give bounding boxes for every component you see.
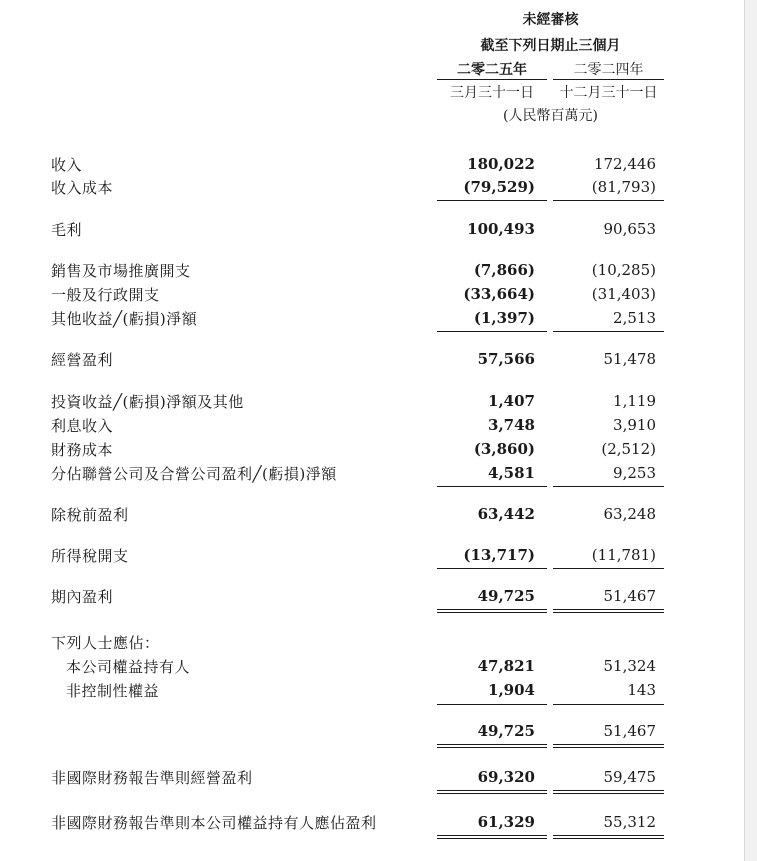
value-revenue-2025: 180,022 bbox=[467, 155, 535, 173]
value-income-tax-2025: (13,717) bbox=[463, 546, 535, 564]
total-double-rule-col2 bbox=[553, 609, 664, 610]
subtotal-rule-col2 bbox=[553, 704, 664, 705]
header-col2-year: 二零二四年 bbox=[573, 62, 644, 78]
total-double-rule-col1 bbox=[437, 838, 547, 839]
total-double-rule-col2 bbox=[553, 838, 664, 839]
total-double-rule-col2 bbox=[553, 790, 664, 791]
value-finance-costs-2025: (3,860) bbox=[473, 440, 535, 458]
total-double-rule-col2 bbox=[553, 612, 664, 613]
header-unit: (人民幣百萬元) bbox=[503, 108, 598, 124]
value-profit-for-period-2024: 51,467 bbox=[603, 587, 656, 605]
subtotal-rule-col2 bbox=[553, 200, 664, 201]
total-double-rule-col1 bbox=[437, 744, 547, 745]
row-label-selling-expenses: 銷售及市場推廣開支 bbox=[51, 262, 191, 280]
row-label-revenue: 收入 bbox=[51, 156, 83, 174]
header-rule-col1 bbox=[437, 79, 547, 80]
subtotal-rule-col2 bbox=[553, 568, 664, 569]
value-interest-income-2024: 3,910 bbox=[613, 416, 656, 434]
value-non-ifrs-operating-profit-2025: 69,320 bbox=[477, 768, 535, 786]
total-double-rule-col1 bbox=[437, 835, 547, 836]
row-label-attributable-to: 下列人士應佔： bbox=[51, 634, 160, 652]
value-non-ifrs-attributable-profit-2024: 55,312 bbox=[603, 813, 656, 831]
row-label-equity-holders: 本公司權益持有人 bbox=[66, 658, 191, 676]
value-admin-expenses-2025: (33,664) bbox=[463, 285, 535, 303]
total-double-rule-col2 bbox=[553, 835, 664, 836]
vertical-scrollbar[interactable] bbox=[745, 0, 757, 861]
subtotal-rule-col1 bbox=[437, 704, 547, 705]
header-period: 截至下列日期止三個月 bbox=[480, 38, 621, 54]
value-non-controlling-2024: 143 bbox=[627, 681, 656, 699]
row-label-profit-before-tax: 除稅前盈利 bbox=[51, 506, 129, 524]
row-label-share-of-associates: 分佔聯營公司及合營公司盈利╱(虧損)淨額 bbox=[51, 465, 337, 483]
value-non-controlling-2025: 1,904 bbox=[488, 681, 535, 699]
row-label-investment-gains: 投資收益╱(虧損)淨額及其他 bbox=[51, 393, 244, 411]
value-investment-gains-2025: 1,407 bbox=[488, 392, 535, 410]
value-equity-holders-2025: 47,821 bbox=[477, 657, 535, 675]
row-label-other-gains: 其他收益╱(虧損)淨額 bbox=[51, 310, 198, 328]
row-label-income-tax: 所得稅開支 bbox=[51, 547, 129, 565]
value-selling-expenses-2025: (7,866) bbox=[473, 261, 535, 279]
row-label-non-ifrs-attributable-profit: 非國際財務報告準則本公司權益持有人應佔盈利 bbox=[51, 814, 377, 832]
value-non-ifrs-operating-profit-2024: 59,475 bbox=[603, 768, 656, 786]
row-label-gross-profit: 毛利 bbox=[51, 221, 83, 239]
subtotal-rule-col1 bbox=[437, 486, 547, 487]
row-label-interest-income: 利息收入 bbox=[51, 417, 114, 435]
value-income-tax-2024: (11,781) bbox=[591, 546, 656, 564]
value-non-ifrs-attributable-profit-2025: 61,329 bbox=[477, 813, 535, 831]
subtotal-rule-col2 bbox=[553, 331, 664, 332]
subtotal-rule-col2 bbox=[553, 486, 664, 487]
value-attributable-total-2025: 49,725 bbox=[477, 722, 535, 740]
value-other-gains-2024: 2,513 bbox=[613, 309, 656, 327]
total-double-rule-col1 bbox=[437, 609, 547, 610]
value-investment-gains-2024: 1,119 bbox=[613, 392, 656, 410]
header-col1-year: 二零二五年 bbox=[457, 62, 527, 78]
value-operating-profit-2025: 57,566 bbox=[477, 350, 535, 368]
subtotal-rule-col1 bbox=[437, 568, 547, 569]
total-double-rule-col1 bbox=[437, 747, 547, 748]
value-share-of-associates-2025: 4,581 bbox=[488, 464, 535, 482]
row-label-profit-for-period: 期內盈利 bbox=[51, 588, 114, 606]
row-label-admin-expenses: 一般及行政開支 bbox=[51, 286, 160, 304]
row-label-non-ifrs-operating-profit: 非國際財務報告準則經營盈利 bbox=[51, 769, 253, 787]
total-double-rule-col2 bbox=[553, 747, 664, 748]
value-revenue-2024: 172,446 bbox=[593, 155, 656, 173]
value-profit-before-tax-2025: 63,442 bbox=[477, 505, 535, 523]
value-profit-for-period-2025: 49,725 bbox=[477, 587, 535, 605]
value-profit-before-tax-2024: 63,248 bbox=[603, 505, 656, 523]
header-col2-date: 十二月三十一日 bbox=[559, 85, 658, 101]
row-label-cost-of-revenue: 收入成本 bbox=[51, 179, 114, 197]
value-attributable-total-2024: 51,467 bbox=[603, 722, 656, 740]
value-other-gains-2025: (1,397) bbox=[473, 309, 535, 327]
value-interest-income-2025: 3,748 bbox=[488, 416, 535, 434]
total-double-rule-col2 bbox=[553, 793, 664, 794]
subtotal-rule-col1 bbox=[437, 331, 547, 332]
value-equity-holders-2024: 51,324 bbox=[603, 657, 656, 675]
header-unaudited: 未經審核 bbox=[522, 12, 579, 28]
value-admin-expenses-2024: (31,403) bbox=[591, 285, 656, 303]
value-operating-profit-2024: 51,478 bbox=[603, 350, 656, 368]
total-double-rule-col1 bbox=[437, 612, 547, 613]
value-gross-profit-2024: 90,653 bbox=[603, 220, 656, 238]
header-col1-date: 三月三十一日 bbox=[450, 85, 534, 101]
total-double-rule-col1 bbox=[437, 793, 547, 794]
value-share-of-associates-2024: 9,253 bbox=[613, 464, 656, 482]
value-gross-profit-2025: 100,493 bbox=[467, 220, 535, 238]
row-label-finance-costs: 財務成本 bbox=[51, 441, 114, 459]
value-cost-of-revenue-2024: (81,793) bbox=[591, 178, 656, 196]
header-rule-col2 bbox=[553, 79, 664, 80]
value-selling-expenses-2024: (10,285) bbox=[591, 261, 656, 279]
row-label-operating-profit: 經營盈利 bbox=[51, 351, 114, 369]
value-cost-of-revenue-2025: (79,529) bbox=[463, 178, 535, 196]
value-finance-costs-2024: (2,512) bbox=[601, 440, 656, 458]
total-double-rule-col1 bbox=[437, 790, 547, 791]
total-double-rule-col2 bbox=[553, 744, 664, 745]
subtotal-rule-col1 bbox=[437, 200, 547, 201]
row-label-non-controlling: 非控制性權益 bbox=[66, 682, 160, 700]
